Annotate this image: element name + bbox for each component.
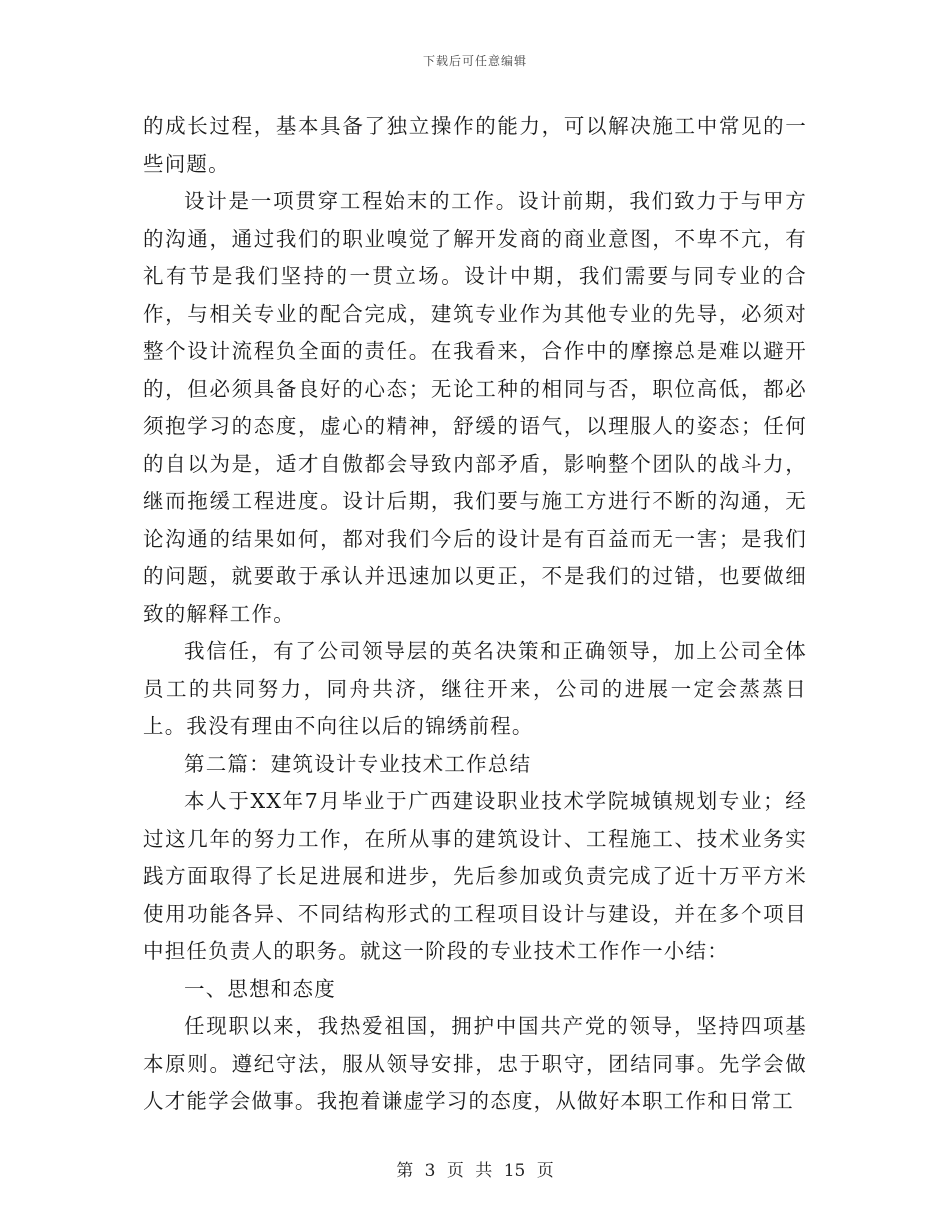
page-number: 第 3 页 共 15 页 — [396, 1161, 554, 1181]
paragraph-4: 本人于XX年7月毕业于广西建设职业技术学院城镇规划专业；经过这几年的努力工作，在所从事的建筑设计、工程施工、技术业务实践方面取得了长足进展和进步，先后参加或负责完成了近十万平方米使用功能各异、不同结构形式的工程项目设计与建设，并在多个项目中担任负责人的职务。就这一阶段的专业技术工作作一小结： — [143, 789, 807, 963]
document-body — [143, 108, 807, 1121]
page-header: 下载后可任意编辑 — [422, 54, 527, 68]
section-title: 第二篇：建筑设计专业技术工作总结 — [184, 751, 532, 776]
paragraph-1: 的成长过程，基本具备了独立操作的能力，可以解决施工中常见的一些问题。 — [143, 114, 807, 176]
paragraph-2: 设计是一项贯穿工程始末的工作。设计前期，我们致力于与甲方的沟通，通过我们的职业嗅觉了解开发商的商业意图，不卑不亢，有礼有节是我们坚持的一贯立场。设计中期，我们需要与同专业的合作，与相关专业的配合完成，建筑专业作为其他专业的先导，必须对整个设计流程负全面的责任。在我看来，合作中的摩擦总是难以避开的，但必须具备良好的心态；无论工种的相同与否，职位高低，都必须抱学习的态度，虚心的精神，舒缓的语气，以理服人的姿态；任何的自以为是，适才自傲都会导致内部矛盾，影响整个团队的战斗力，继而拖缓工程进度。设计后期，我们要与施工方进行不断的沟通，无论沟通的结果如何，都对我们今后的设计是有百益而无一害；是我们的问题，就要敢于承认并迅速加以更正，不是我们的过错，也要做细致的解释工作。 — [143, 189, 807, 626]
paragraph-3: 我信任，有了公司领导层的英名决策和正确领导，加上公司全体员工的共同努力，同舟共济，继往开来，公司的进展一定会蒸蒸日上。我没有理由不向往以后的锦绣前程。 — [143, 639, 807, 738]
subsection-heading: 一、思想和态度 — [184, 976, 336, 1001]
paragraph-5: 任现职以来，我热爱祖国，拥护中国共产党的领导，坚持四项基本原则。遵纪守法，服从领导安排，忠于职守，团结同事。先学会做人才能学会做事。我抱着谦虚学习的态度，从做好本职工作和日常工 — [143, 1014, 807, 1113]
